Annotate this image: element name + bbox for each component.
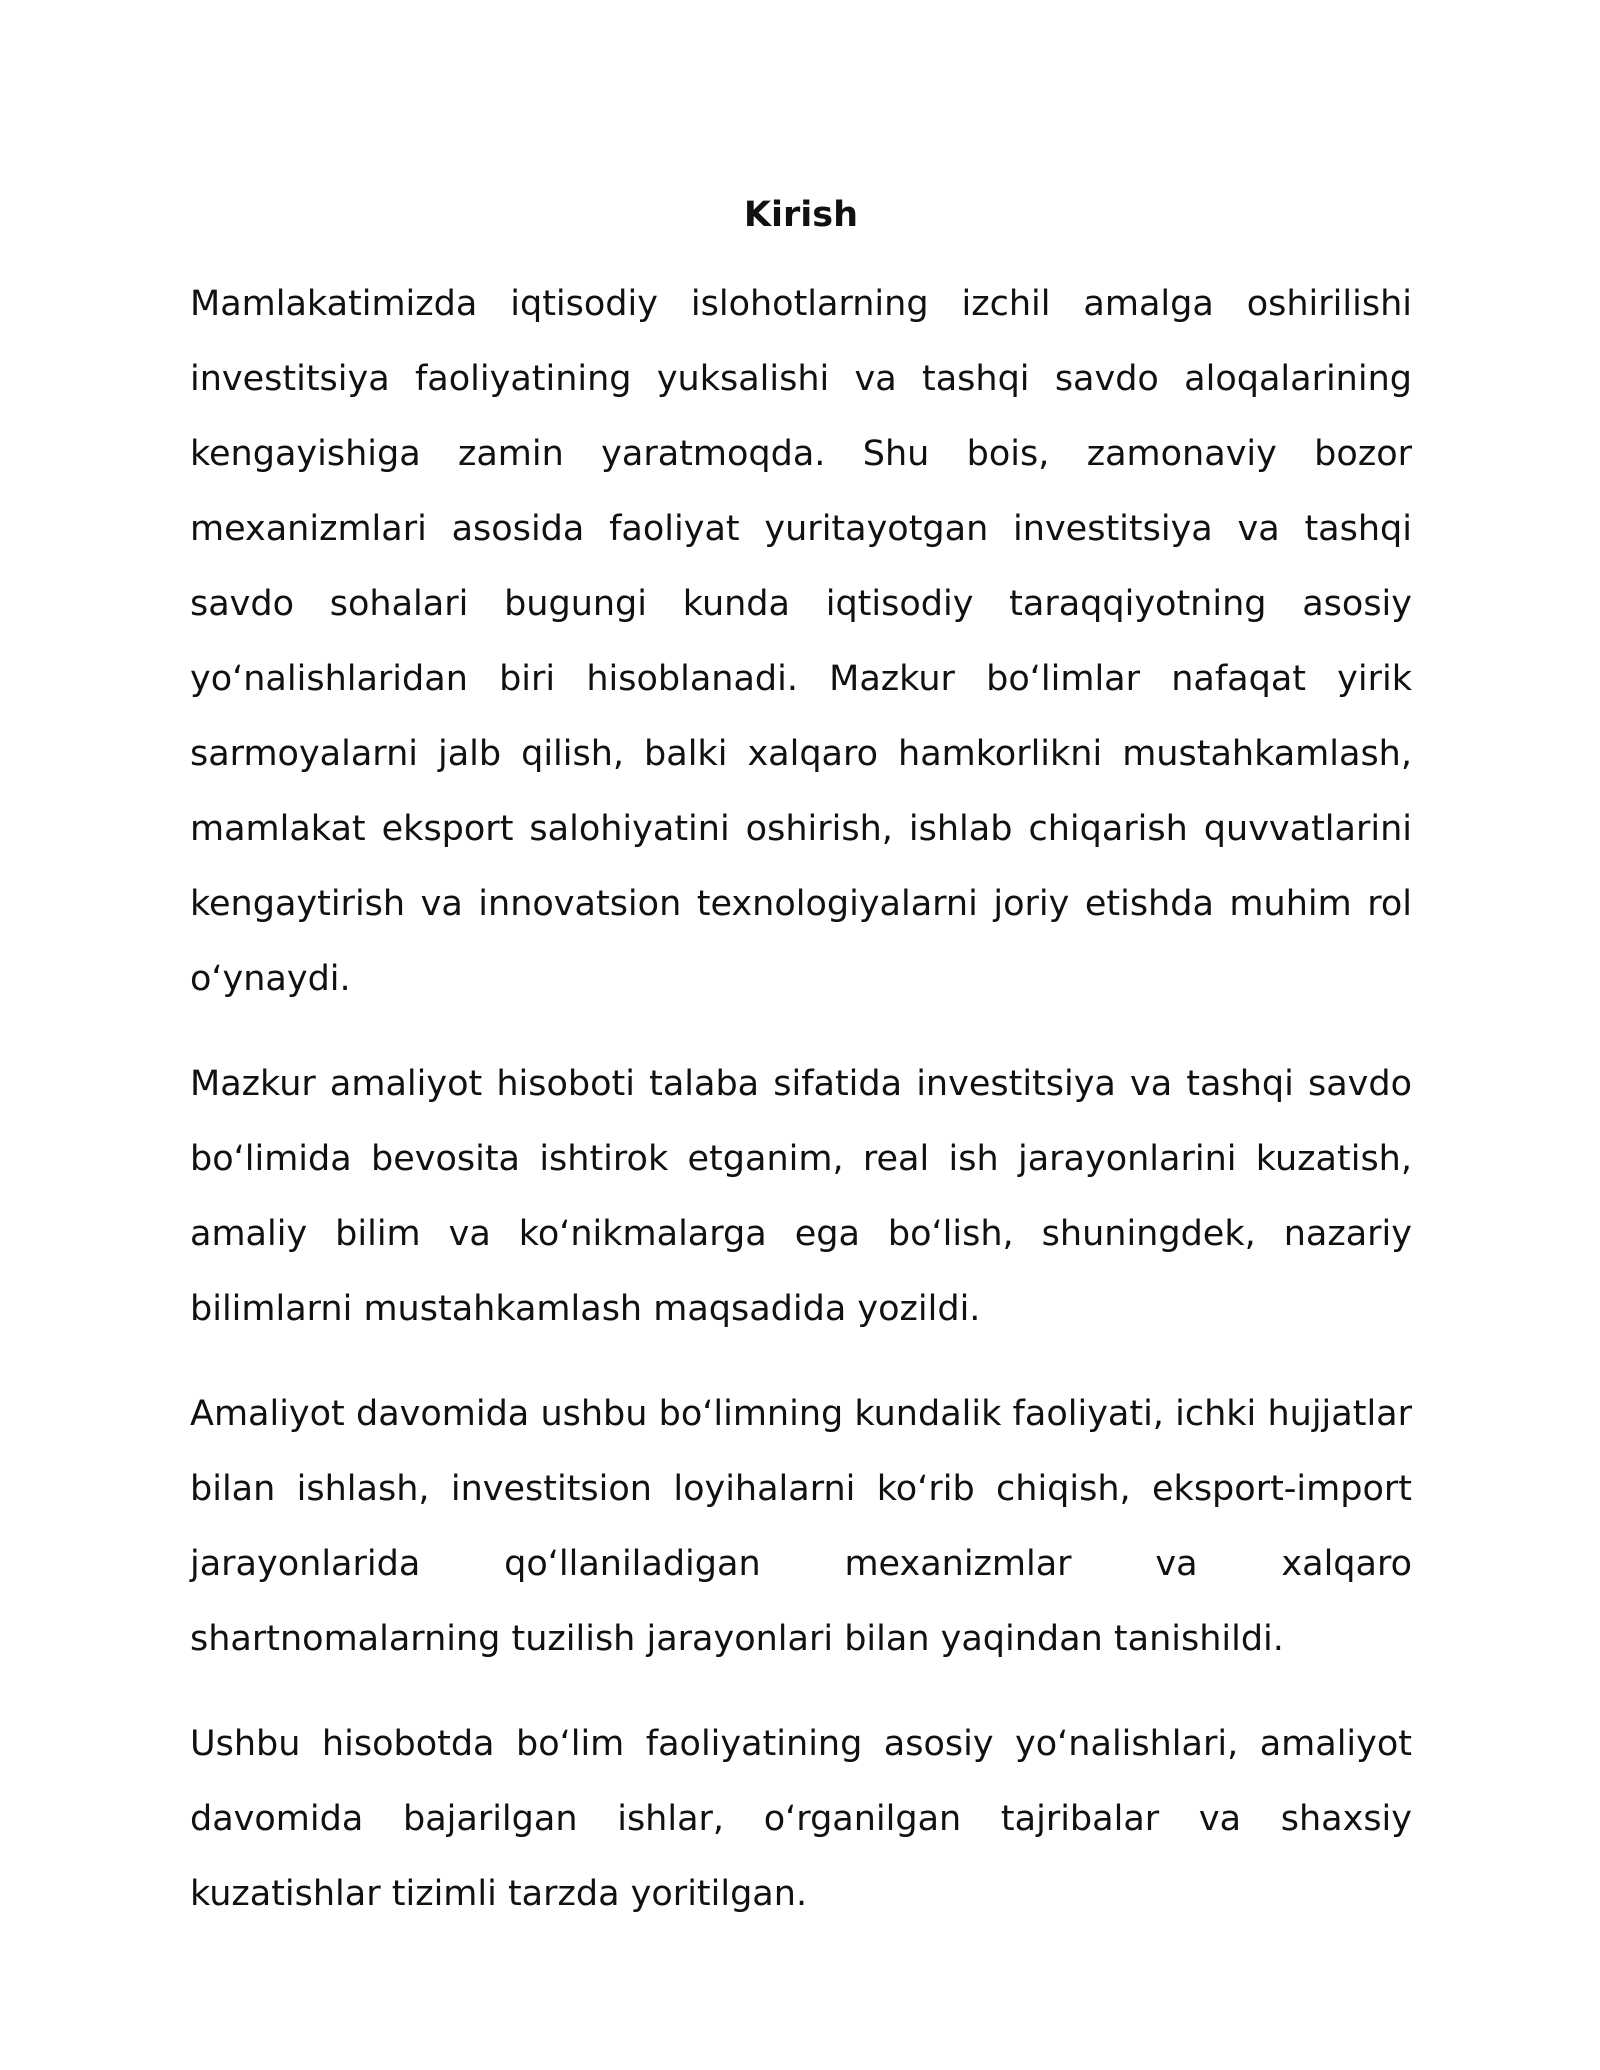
page-title: Kirish (743, 195, 859, 235)
paragraph-4: Ushbu hisobotda bo‘lim faoliyatining asosiy yo‘nalishlari, amaliyot davomida bajarilgan ishlar, o‘rganilgan tajribalar va shaxsiy kuzatishlar tizimli tarzda yoritilgan. (190, 1724, 1412, 1914)
paragraph-3: Amaliyot davomida ushbu bo‘limning kundalik faoliyati, ichki hujjatlar bilan ishlash, investitsion loyihalarni ko‘rib chiqish, eksport-import jarayonlarida qo‘llaniladigan mexanizmlar va xalqaro shartnomalarning tuzilish jarayonlari bilan yaqindan tanishildi. (190, 1394, 1412, 1659)
document-page (190, 185, 1412, 1932)
paragraph-1: Mamlakatimizda iqtisodiy islohotlarning izchil amalga oshirilishi investitsiya faoliyatining yuksalishi va tashqi savdo aloqalarining kengayishiga zamin yaratmoqda. Shu bois, zamonaviy bozor mexanizmlari asosida faoliyat yuritayotgan investitsiya va tashqi savdo sohalari bugungi kunda iqtisodiy taraqqiyotning asosiy yo‘nalishlaridan biri hisoblanadi. Mazkur bo‘limlar nafaqat yirik sarmoyalarni jalb qilish, balki xalqaro hamkorlikni mustahkamlash, mamlakat eksport salohiyatini oshirish, ishlab chiqarish quvvatlarini kengaytirish va innovatsion texnologiyalarni joriy etishda muhim rol o‘ynaydi. (190, 284, 1412, 999)
paragraph-2: Mazkur amaliyot hisoboti talaba sifatida investitsiya va tashqi savdo bo‘limida bevosita ishtirok etganim, real ish jarayonlarini kuzatish, amaliy bilim va ko‘nikmalarga ega bo‘lish, shuningdek, nazariy bilimlarni mustahkamlash maqsadida yozildi. (190, 1064, 1412, 1329)
